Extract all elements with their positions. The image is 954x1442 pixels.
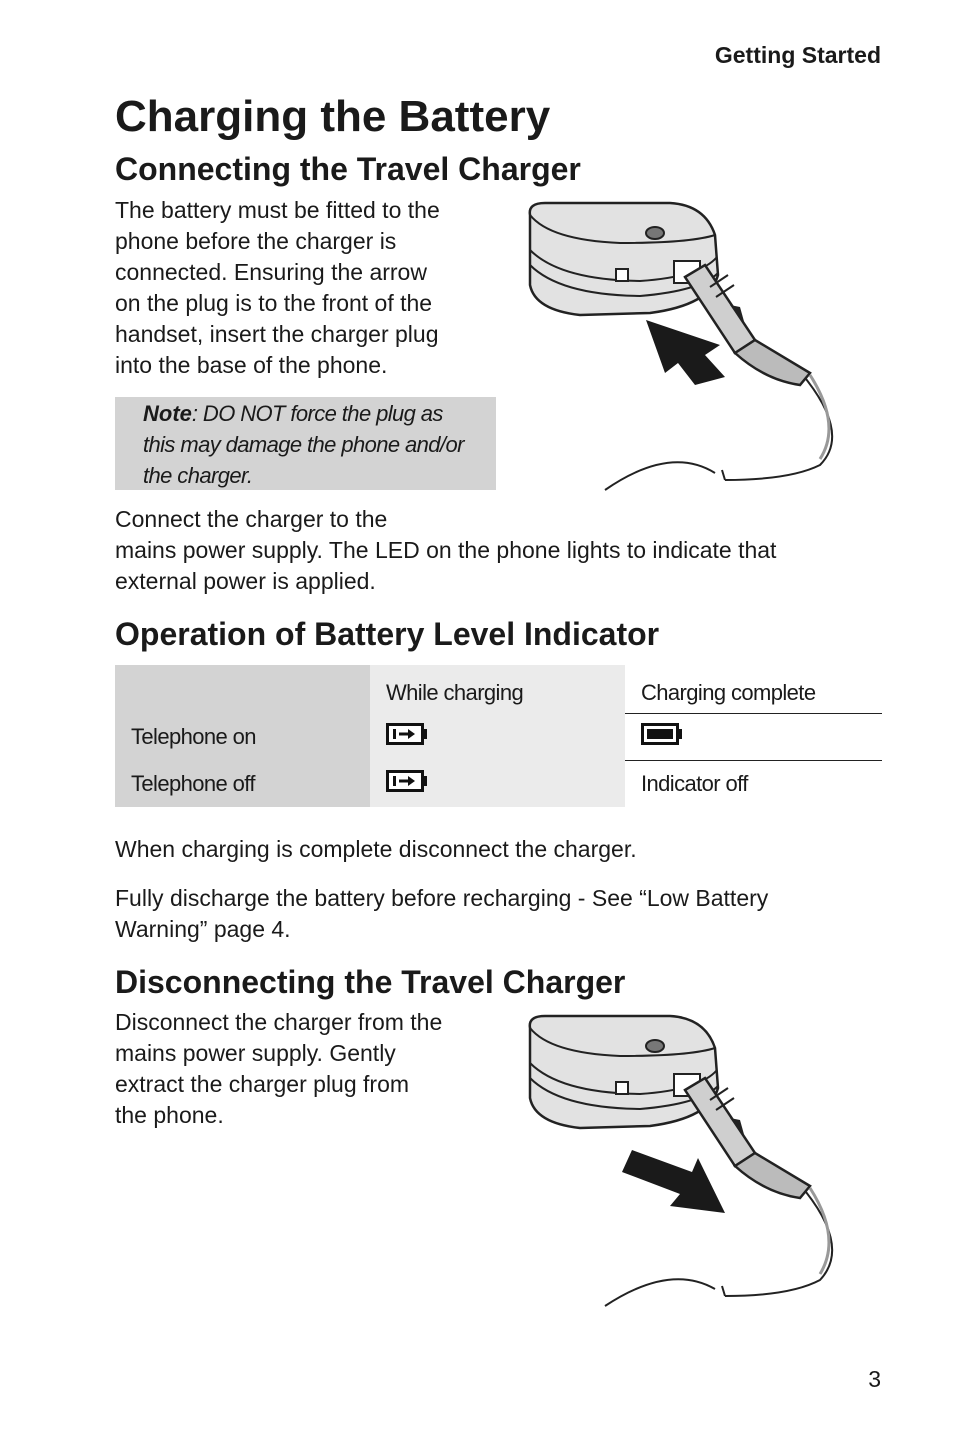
body-line: external power is applied. (115, 568, 376, 594)
section-label: Getting Started (714, 42, 881, 68)
charger-insert-illustration (520, 195, 850, 495)
body-line: the phone. (115, 1102, 224, 1128)
body-line: Fully discharge the battery before recharging - See “Low Battery (115, 885, 769, 911)
body-line: connected. Ensuring the arrow (115, 259, 427, 285)
row-label: Telephone on (115, 713, 370, 760)
page-title: Charging the Battery (115, 92, 551, 141)
body-line: mains power supply. Gently (115, 1040, 396, 1066)
body-line: phone before the charger is (115, 228, 397, 254)
body-line: extract the charger plug from (115, 1071, 410, 1097)
battery-indicator-table (115, 665, 882, 807)
extract-arrow-icon (622, 1150, 725, 1213)
table-header-cell: While charging (370, 665, 625, 713)
connecting-body (115, 195, 440, 381)
battery-charging-icon (386, 770, 428, 792)
row-label: Telephone off (115, 760, 370, 807)
note-box (115, 397, 496, 490)
charger-extract-illustration (520, 1008, 850, 1313)
note-label: Note (143, 401, 192, 426)
indicator-heading: Operation of Battery Level Indicator (115, 616, 660, 652)
page-number: 3 (868, 1366, 881, 1392)
body-line: on the plug is to the front of the (115, 290, 433, 316)
disconnecting-heading: Disconnecting the Travel Charger (115, 964, 626, 1000)
note-line: the charger. (143, 463, 253, 488)
table-cell (625, 713, 882, 760)
phone-base-illustration (530, 1016, 718, 1128)
table-header-row (115, 665, 882, 713)
insert-arrow-icon (646, 320, 725, 385)
table-cell (370, 713, 625, 760)
table-header-cell: Charging complete (625, 665, 882, 713)
body-line: mains power supply. The LED on the phone lights to indicate that (115, 537, 777, 563)
table-cell (370, 760, 625, 807)
table-row (115, 713, 882, 760)
note-text: : DO NOT force the plug as (191, 401, 443, 426)
disconnecting-body (115, 1007, 442, 1131)
body-line: Warning” page 4. (115, 916, 291, 942)
battery-charging-icon (386, 723, 428, 745)
body-line: Disconnect the charger from the (115, 1009, 443, 1035)
battery-full-icon (641, 723, 683, 745)
indicator-off-text: Indicator off (625, 760, 882, 807)
body-line: The battery must be fitted to the (115, 197, 440, 223)
body-line: Connect the charger to the (115, 506, 388, 532)
body-line: into the base of the phone. (115, 352, 388, 378)
table-header-cell (115, 665, 370, 713)
note-line (143, 398, 486, 429)
note-line: this may damage the phone and/or (143, 432, 464, 457)
phone-base-illustration (530, 203, 718, 315)
body-line: handset, insert the charger plug (115, 321, 439, 347)
charging-complete-text: When charging is complete disconnect the charger. (115, 836, 637, 862)
table-row (115, 760, 882, 807)
connect-mains-text (115, 504, 776, 597)
discharge-text (115, 883, 768, 945)
connecting-heading: Connecting the Travel Charger (115, 151, 581, 187)
